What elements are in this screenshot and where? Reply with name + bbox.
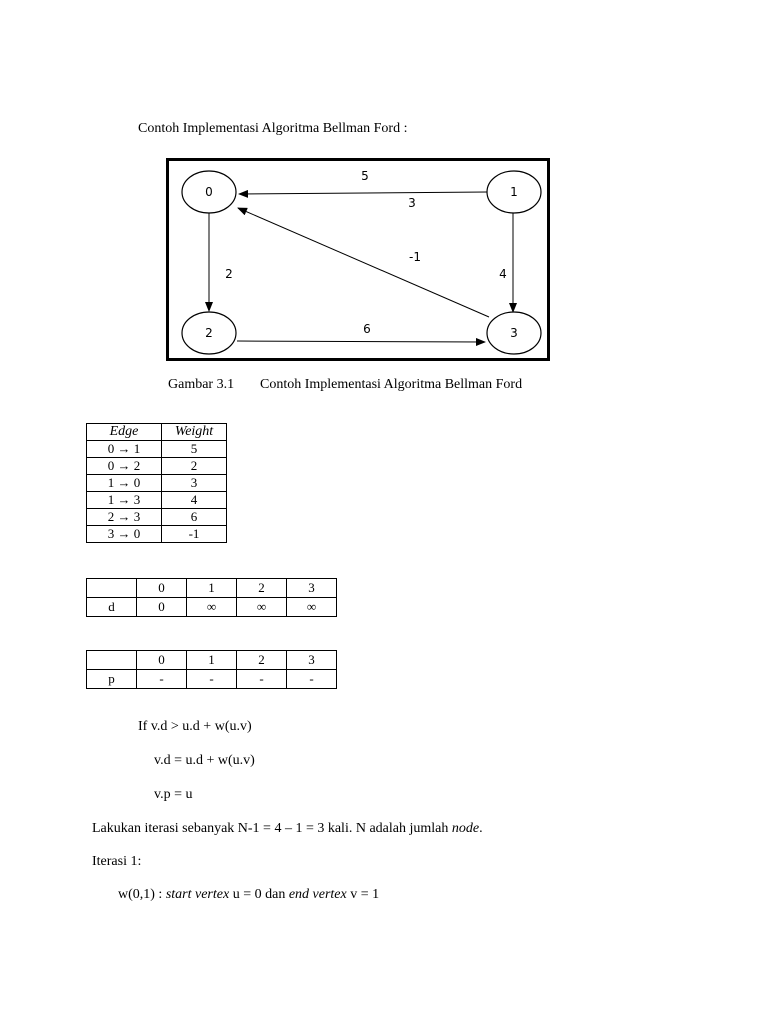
step-edge: w(0,1) :: [118, 887, 166, 902]
node-1: [487, 171, 541, 213]
header-cell: 0: [137, 579, 187, 598]
weight-cell: 5: [162, 441, 227, 458]
node-0: [182, 171, 236, 213]
table-header-row: [87, 579, 337, 598]
dist-cell: ∞: [237, 598, 287, 617]
node-2-label: 2: [205, 326, 213, 340]
graph-figure: [166, 158, 550, 361]
table-row: [87, 441, 227, 458]
relax-condition: If v.d > u.d + w(u.v): [138, 719, 252, 734]
dist-cell: ∞: [287, 598, 337, 617]
weight-cell: 3: [162, 475, 227, 492]
dist-cell: ∞: [187, 598, 237, 617]
row-label: p: [87, 670, 137, 689]
step-u: u = 0 dan: [229, 887, 289, 902]
weight-cell: 6: [162, 509, 227, 526]
predecessor-table: [86, 650, 337, 689]
header-cell: [87, 651, 137, 670]
header-weight: Weight: [162, 424, 227, 441]
edge-label-5: 5: [361, 169, 369, 183]
pred-cell: -: [237, 670, 287, 689]
edge-2-3: [237, 341, 485, 342]
table-header-row: [87, 651, 337, 670]
table-row: [87, 526, 227, 543]
pred-cell: -: [287, 670, 337, 689]
table-row: [87, 598, 337, 617]
edge-1-0: [239, 192, 487, 194]
caption-text: Contoh Implementasi Algoritma Bellman Ford: [260, 377, 523, 392]
edge-cell: 1 → 3: [87, 492, 162, 509]
table-row: [87, 509, 227, 526]
step-end-vertex: end vertex: [288, 887, 347, 902]
table-header-row: [87, 424, 227, 441]
header-cell: 0: [137, 651, 187, 670]
pred-cell: -: [187, 670, 237, 689]
pred-cell: -: [137, 670, 187, 689]
edge-label-3: 3: [408, 196, 416, 210]
node-0-label: 0: [205, 185, 213, 199]
table-row: [87, 670, 337, 689]
weight-cell: -1: [162, 526, 227, 543]
step-start-vertex: start vertex: [165, 887, 230, 902]
distance-table: [86, 578, 337, 617]
iteration-desc-text: Lakukan iterasi sebanyak N-1 = 4 – 1 = 3 kali. N adalah jumlah: [92, 821, 452, 836]
header-cell: 2: [237, 579, 287, 598]
table-row: [87, 475, 227, 492]
relax-assign-predecessor: v.p = u: [154, 787, 193, 802]
header-cell: 2: [237, 651, 287, 670]
edge-label-6: 6: [363, 322, 371, 336]
node-1-label: 1: [510, 185, 518, 199]
edge-weight-table: [86, 423, 227, 543]
iteration-desc-end: .: [479, 821, 483, 836]
relax-assign-distance: v.d = u.d + w(u.v): [154, 753, 255, 768]
table-row: [87, 492, 227, 509]
edge-label-neg1: -1: [409, 250, 421, 264]
edge-label-4: 4: [499, 267, 507, 281]
edge-3-0: [238, 208, 489, 317]
weight-cell: 2: [162, 458, 227, 475]
caption-number: Gambar 3.1: [168, 377, 235, 392]
header-cell: 1: [187, 579, 237, 598]
edge-label-2: 2: [225, 267, 233, 281]
edge-cell: 0 → 1: [87, 441, 162, 458]
iteration-step: [118, 886, 379, 904]
heading: Contoh Implementasi Algoritma Bellman Ford :: [138, 121, 408, 136]
header-cell: 3: [287, 579, 337, 598]
iteration-title: Iterasi 1:: [92, 854, 142, 869]
node-2: [182, 312, 236, 354]
edge-cell: 1 → 0: [87, 475, 162, 492]
iteration-description: [92, 820, 483, 838]
weight-cell: 4: [162, 492, 227, 509]
step-v: v = 1: [346, 887, 380, 902]
node-3: [487, 312, 541, 354]
iteration-desc-node: node: [451, 821, 480, 836]
row-label: d: [87, 598, 137, 617]
edge-cell: 2 → 3: [87, 509, 162, 526]
edge-cell: 3 → 0: [87, 526, 162, 543]
header-edge: Edge: [87, 424, 162, 441]
table-row: [87, 458, 227, 475]
graph-diagram: [169, 161, 547, 358]
header-cell: 1: [187, 651, 237, 670]
figure-caption: [168, 376, 522, 394]
dist-cell: 0: [137, 598, 187, 617]
header-cell: [87, 579, 137, 598]
edge-cell: 0 → 2: [87, 458, 162, 475]
header-cell: 3: [287, 651, 337, 670]
node-3-label: 3: [510, 326, 518, 340]
